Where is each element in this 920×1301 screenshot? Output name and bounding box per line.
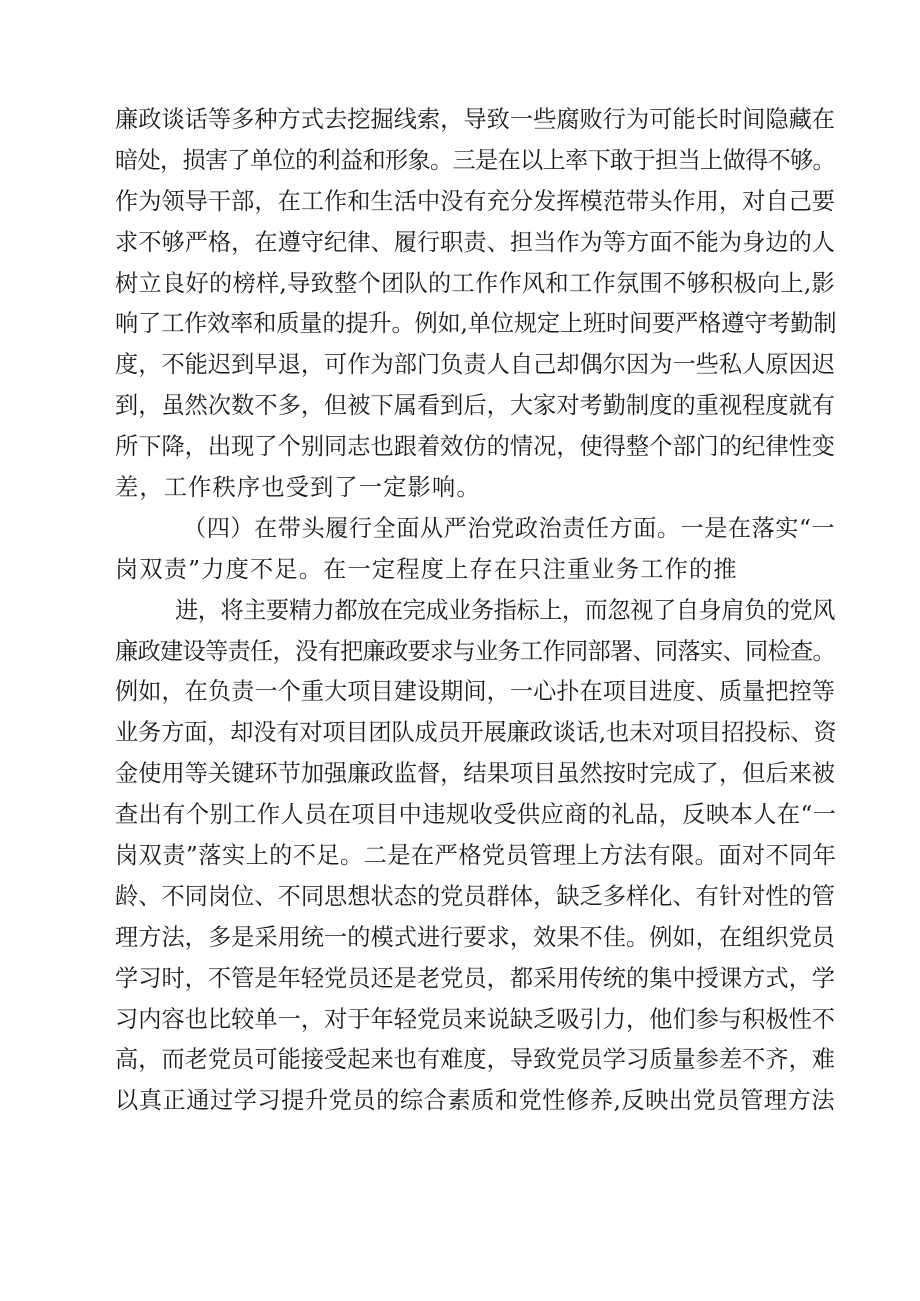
text-line: 龄、不同岗位、不同思想状态的党员群体，缺乏多样化、有针对性的管 (115, 882, 835, 910)
text-line: 岗双责”落实上的不足。二是在严格党员管理上方法有限。面对不同年 (115, 842, 837, 870)
text-line: 廉政谈话等多种方式去挖掘线索，导致一些腐败行为可能长时间隐藏在 (115, 106, 835, 133)
text-line: 岗双责”力度不足。在一定程度上存在只注重业务工作的推 (115, 555, 738, 583)
text-line: 求不够严格，在遵守纪律、履行职责、担当作为等方面不能为身边的人 (115, 228, 835, 256)
text-line: 到，虽然次数不多，但被下属看到后，大家对考勤制度的重视程度就有 (115, 392, 835, 420)
text-line: 进，将主要精力都放在完成业务指标上，而忽视了自身肩负的党风 (175, 596, 835, 624)
text-line: 业务方面，却没有对项目团队成员开展廉政谈话,也未对项目招投标、资 (115, 719, 837, 747)
text-line: 响了工作效率和质量的提升。例如,单位规定上班时间要严格遵守考勤制 (115, 310, 837, 338)
text-line: 度，不能迟到早退，可作为部门负责人自己却偶尔因为一些私人原因迟 (115, 351, 835, 379)
text-line: 廉政建设等责任，没有把廉政要求与业务工作同部署、同落实、同检查。 (115, 637, 835, 665)
text-line: 树立良好的榜样,导致整个团队的工作作风和工作氛围不够积极向上,影 (115, 269, 835, 297)
text-line: 暗处，损害了单位的利益和形象。三是在以上率下敢于担当上做得不够。 (115, 146, 835, 174)
text-line: 学习时，不管是年轻党员还是老党员，都采用传统的集中授课方式，学 (115, 964, 835, 992)
text-line: 理方法，多是采用统一的模式进行要求，效果不佳。例如，在组织党员 (115, 923, 835, 951)
body-text (115, 100, 835, 1122)
text-line: （四）在带头履行全面从严治党政治责任方面。一是在落实“一 (183, 514, 835, 542)
text-line: 金使用等关键环节加强廉政监督，结果项目虽然按时完成了，但后来被 (115, 760, 835, 788)
text-line: 作为领导干部，在工作和生活中没有充分发挥模范带头作用，对自己要 (115, 187, 835, 215)
text-line: 以真正通过学习提升党员的综合素质和党性修养,反映出党员管理方法 (115, 1087, 835, 1115)
text-line: 习内容也比较单一，对于年轻党员来说缺乏吸引力，他们参与积极性不 (115, 1005, 835, 1033)
text-line: 查出有个别工作人员在项目中违规收受供应商的礼品，反映本人在“一 (115, 801, 837, 829)
text-line: 差，工作秩序也受到了一定影响。 (115, 474, 481, 502)
text-line: 所下降，出现了个别同志也跟着效仿的情况，使得整个部门的纪律性变 (115, 433, 835, 461)
text-line: 高，而老党员可能接受起来也有难度，导致党员学习质量参差不齐，难 (115, 1046, 835, 1074)
text-line: 例如，在负责一个重大项目建设期间，一心扑在项目进度、质量把控等 (115, 678, 835, 706)
